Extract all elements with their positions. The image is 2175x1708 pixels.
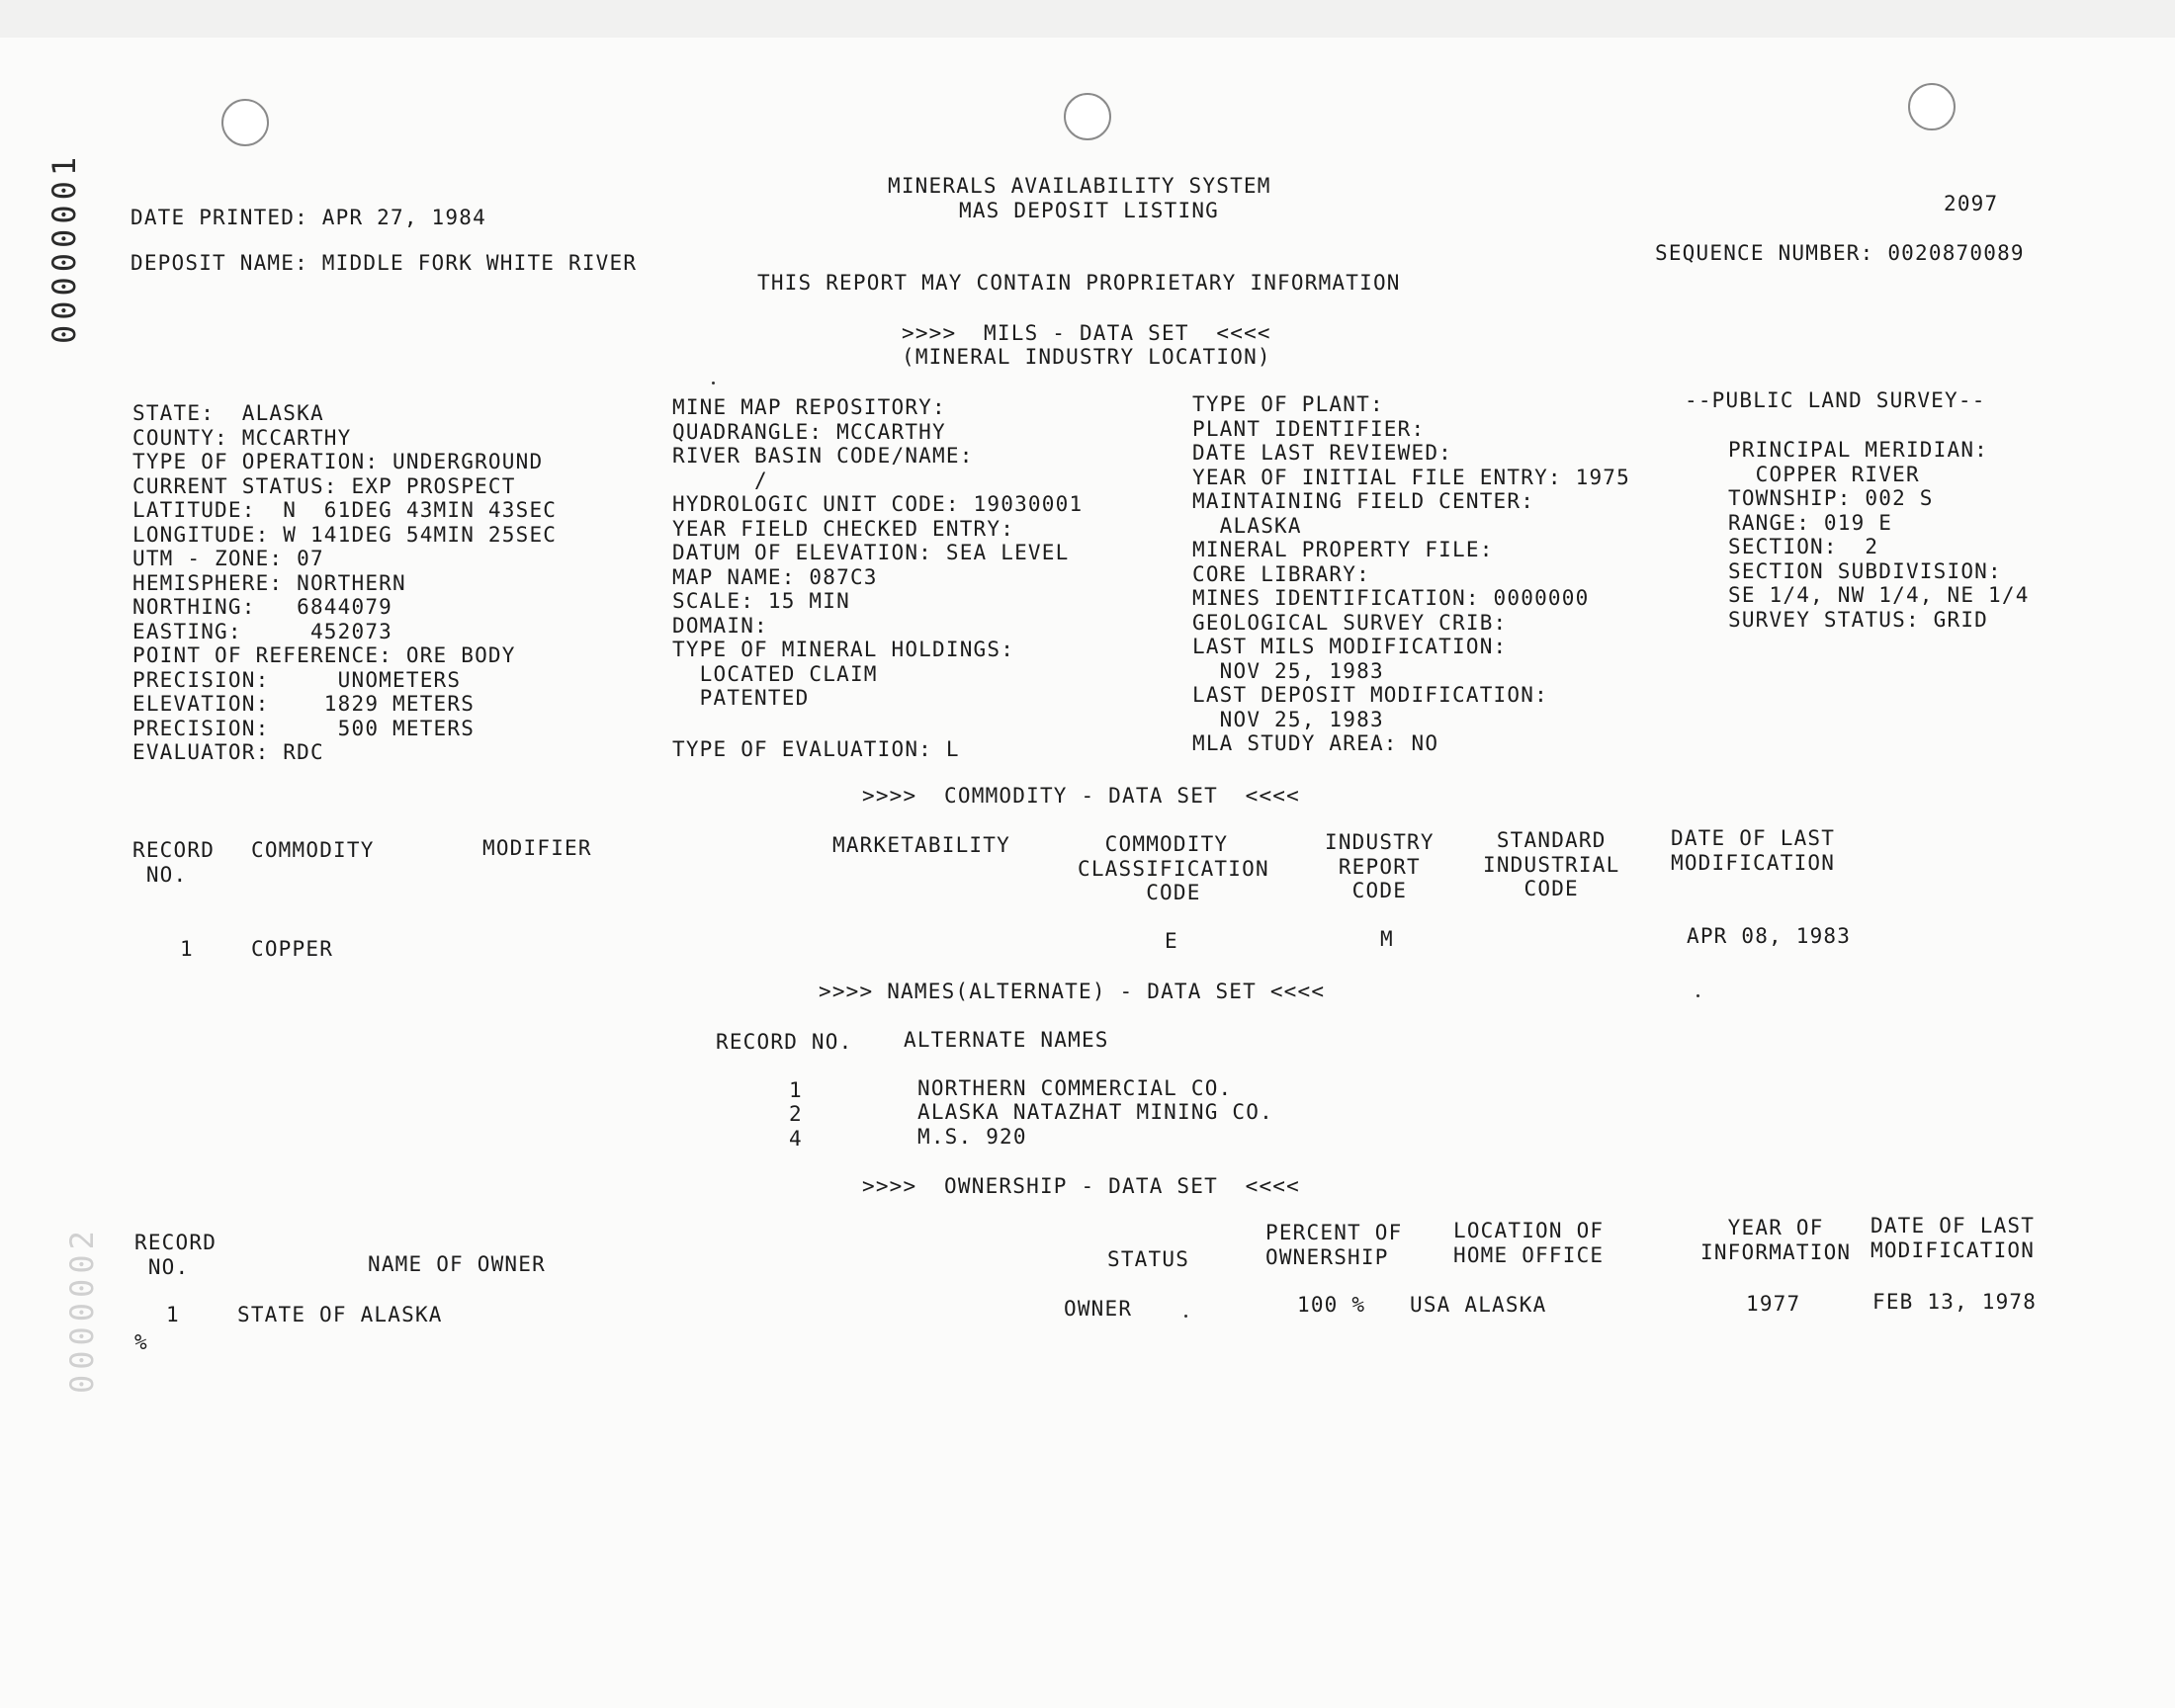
mils-field-line: GEOLOGICAL SURVEY CRIB: <box>1192 610 1508 635</box>
mils-field-line: MAINTAINING FIELD CENTER: <box>1192 489 1535 513</box>
ownership-row-location: USA ALASKA <box>1410 1293 1547 1317</box>
names-section-title: >>>> NAMES(ALTERNATE) - DATA SET <<<< <box>819 980 1326 1003</box>
land-survey-field-line: SECTION: 2 <box>1728 535 1879 558</box>
mils-field-line: UTM - ZONE: 07 <box>132 547 324 570</box>
land-survey-field-line: TOWNSHIP: 002 S <box>1728 486 1934 510</box>
mils-field-line: SCALE: 15 MIN <box>672 589 850 613</box>
system-title: MINERALS AVAILABILITY SYSTEM <box>888 174 1271 198</box>
mils-field-line: DOMAIN: <box>672 613 768 638</box>
deposit-name: DEPOSIT NAME: MIDDLE FORK WHITE RIVER <box>130 251 638 275</box>
mils-field-line: PLANT IDENTIFIER: <box>1192 416 1426 441</box>
mils-field-line: NORTHING: 6844079 <box>132 595 393 619</box>
binder-hole-center <box>1064 93 1111 140</box>
ownership-header-status: STATUS <box>1107 1247 1190 1271</box>
mils-field-line: CORE LIBRARY: <box>1192 561 1370 586</box>
mils-field-line: HEMISPHERE: NORTHERN <box>132 570 406 595</box>
ownership-footnote: % <box>134 1330 148 1354</box>
public-land-survey-column <box>1728 438 2030 632</box>
sequence-number: SEQUENCE NUMBER: 0020870089 <box>1655 241 2025 265</box>
mils-field-line: PRECISION: 500 METERS <box>132 716 476 740</box>
commodity-header-record: RECORD NO. <box>132 838 216 887</box>
mils-field-line: ELEVATION: 1829 METERS <box>132 692 476 716</box>
mils-field-line: NOV 25, 1983 <box>1192 658 1384 683</box>
ownership-row-percent: 100 % <box>1297 1293 1366 1317</box>
land-survey-field-line: SURVEY STATUS: GRID <box>1728 607 1989 632</box>
mils-field-line: MINES IDENTIFICATION: 0000000 <box>1192 586 1590 610</box>
mils-field-line: DATUM OF ELEVATION: SEA LEVEL <box>672 541 1070 564</box>
mils-field-line: CURRENT STATUS: EXP PROSPECT <box>132 473 516 498</box>
commodity-row-record: 1 <box>180 937 194 961</box>
land-survey-field-line: SE 1/4, NW 1/4, NE 1/4 <box>1728 583 2030 607</box>
listing-title: MAS DEPOSIT LISTING <box>959 199 1220 222</box>
ownership-header-year: YEAR OF INFORMATION <box>1700 1216 1852 1264</box>
mils-field-line: TYPE OF PLANT: <box>1192 392 1384 416</box>
land-survey-field-line: RANGE: 019 E <box>1728 510 1893 535</box>
ownership-section-title: >>>> OWNERSHIP - DATA SET <<<< <box>862 1174 1300 1198</box>
names-row-record: 4 <box>789 1127 803 1151</box>
mils-field-line: MINE MAP REPOSITORY: <box>672 395 946 419</box>
commodity-header-industry: INDUSTRY REPORT CODE <box>1325 830 1435 902</box>
commodity-header-standard: STANDARD INDUSTRIAL CODE <box>1483 828 1620 900</box>
mils-field-line: / <box>672 468 768 492</box>
margin-stamp-faint: 0000002 <box>63 1226 101 1394</box>
mils-field-line: PRECISION: UNOMETERS <box>132 667 462 692</box>
commodity-row-classification: E <box>1165 929 1178 953</box>
commodity-header-marketability: MARKETABILITY <box>832 833 1010 857</box>
mils-field-line: NOV 25, 1983 <box>1192 707 1384 731</box>
mils-field-line: LAST MILS MODIFICATION: <box>1192 635 1508 658</box>
ownership-header-location: LOCATION OF HOME OFFICE <box>1453 1219 1605 1267</box>
mils-field-line: LAST DEPOSIT MODIFICATION: <box>1192 683 1548 707</box>
commodity-section-title: >>>> COMMODITY - DATA SET <<<< <box>862 784 1300 808</box>
mils-section-title: >>>> MILS - DATA SET <<<< <box>902 321 1271 345</box>
scan-speck <box>1696 994 1699 997</box>
mils-field-line: QUADRANGLE: MCCARTHY <box>672 419 946 444</box>
ownership-row-year: 1977 <box>1746 1292 1801 1316</box>
mils-field-line: RIVER BASIN CODE/NAME: <box>672 444 974 468</box>
commodity-header-modifier: MODIFIER <box>482 836 592 860</box>
mils-section-subtitle: (MINERAL INDUSTRY LOCATION) <box>902 345 1271 369</box>
date-printed: DATE PRINTED: APR 27, 1984 <box>130 206 486 229</box>
ownership-row-status: OWNER <box>1064 1297 1133 1321</box>
names-row-record: 2 <box>789 1102 803 1126</box>
mils-field-line: EVALUATOR: RDC <box>132 740 324 764</box>
ownership-row-name: STATE OF ALASKA <box>237 1303 443 1326</box>
mils-plant-column <box>1192 392 1630 756</box>
mils-field-line: YEAR FIELD CHECKED ENTRY: <box>672 516 1015 541</box>
public-land-survey-title: --PUBLIC LAND SURVEY-- <box>1685 388 1986 412</box>
mils-field-line: YEAR OF INITIAL FILE ENTRY: 1975 <box>1192 465 1630 489</box>
mils-field-line: MLA STUDY AREA: NO <box>1192 731 1439 755</box>
mils-field-line: MINERAL PROPERTY FILE: <box>1192 538 1494 561</box>
mils-location-column <box>132 401 557 765</box>
ownership-header-name: NAME OF OWNER <box>368 1252 546 1276</box>
mils-field-line: PATENTED <box>672 686 810 710</box>
mils-field-line: LATITUDE: N 61DEG 43MIN 43SEC <box>132 498 558 522</box>
binder-hole-left <box>221 99 269 146</box>
mils-field-line: EASTING: 452073 <box>132 619 393 643</box>
ownership-row-date: FEB 13, 1978 <box>1872 1290 2038 1314</box>
commodity-row-commodity: COPPER <box>251 937 334 961</box>
mils-field-line: LOCATED CLAIM <box>672 661 878 686</box>
ownership-header-record: RECORD NO. <box>134 1231 218 1279</box>
land-survey-field-line: SECTION SUBDIVISION: <box>1728 558 2002 583</box>
mils-field-line: POINT OF REFERENCE: ORE BODY <box>132 643 516 667</box>
mils-field-line: HYDROLOGIC UNIT CODE: 19030001 <box>672 492 1084 516</box>
commodity-row-industry: M <box>1380 927 1394 951</box>
names-row-name: M.S. 920 <box>917 1125 1027 1149</box>
mils-field-line: ALASKA <box>1192 513 1302 538</box>
ownership-row-record: 1 <box>166 1303 180 1326</box>
page-number: 2097 <box>1944 192 1999 215</box>
margin-stamp: 00000001 <box>45 151 83 344</box>
commodity-header-classification: COMMODITY CLASSIFICATION CODE <box>1078 832 1269 904</box>
mils-field-line: TYPE OF OPERATION: UNDERGROUND <box>132 450 544 473</box>
commodity-header-date: DATE OF LAST MODIFICATION <box>1671 826 1836 875</box>
binder-hole-right <box>1908 83 1956 130</box>
ownership-header-date: DATE OF LAST MODIFICATION <box>1870 1214 2036 1262</box>
mils-mapping-column <box>672 395 1083 711</box>
commodity-header-commodity: COMMODITY <box>251 838 375 862</box>
land-survey-field-line: COPPER RIVER <box>1728 462 1920 486</box>
names-row-record: 1 <box>789 1078 803 1102</box>
names-row-name: ALASKA NATAZHAT MINING CO. <box>917 1100 1273 1124</box>
commodity-row-date: APR 08, 1983 <box>1687 924 1852 948</box>
mils-field-line: DATE LAST REVIEWED: <box>1192 441 1453 465</box>
mils-field-line: LONGITUDE: W 141DEG 54MIN 25SEC <box>132 522 558 547</box>
type-of-evaluation: TYPE OF EVALUATION: L <box>672 737 960 761</box>
scan-speck <box>712 382 715 384</box>
mils-field-line: STATE: ALASKA <box>132 401 324 425</box>
names-header-alternate: ALTERNATE NAMES <box>904 1028 1109 1052</box>
names-header-record: RECORD NO. <box>716 1030 853 1054</box>
scan-speck <box>1184 1315 1187 1318</box>
ownership-header-percent: PERCENT OF OWNERSHIP <box>1265 1221 1403 1269</box>
proprietary-notice: THIS REPORT MAY CONTAIN PROPRIETARY INFORMATION <box>757 271 1401 295</box>
mils-field-line: MAP NAME: 087C3 <box>672 564 878 589</box>
mils-field-line: COUNTY: MCCARTHY <box>132 425 352 450</box>
page-top-edge <box>0 0 2175 38</box>
mils-field-line: TYPE OF MINERAL HOLDINGS: <box>672 638 1015 661</box>
names-row-name: NORTHERN COMMERCIAL CO. <box>917 1076 1233 1100</box>
land-survey-field-line: PRINCIPAL MERIDIAN: <box>1728 438 1989 462</box>
